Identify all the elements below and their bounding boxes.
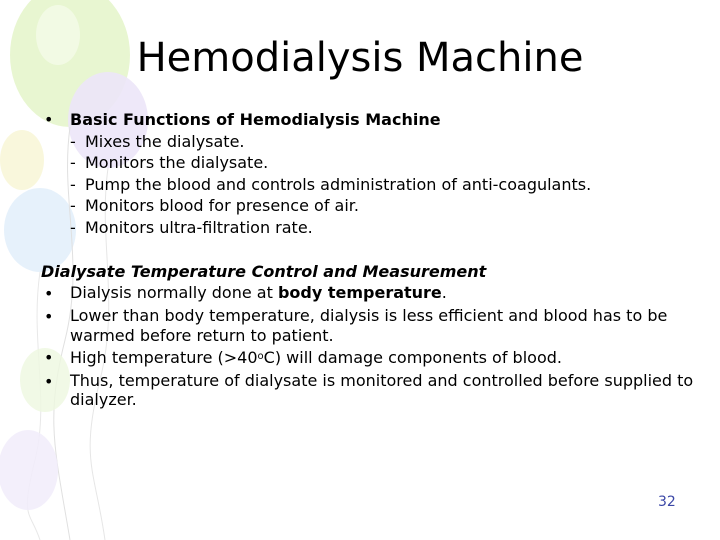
list-item xyxy=(44,306,704,345)
balloon-purple-lower xyxy=(0,430,58,510)
item-text-prefix: Dialysis normally done at xyxy=(70,282,278,302)
page-number: 32 xyxy=(658,494,676,510)
item-text-prefix: High temperature (>40 xyxy=(70,348,258,367)
function-item-text: Pump the blood and controls administration of anti-coagulants. xyxy=(85,174,592,194)
functions-body xyxy=(70,109,704,238)
bullet-icon: • xyxy=(44,348,54,367)
item-text-suffix: C) will damage components of blood. xyxy=(263,348,562,367)
bullet-icon: • xyxy=(44,371,54,391)
slide-title: Hemodialysis Machine xyxy=(136,35,584,81)
dash-icon: - xyxy=(70,174,76,194)
function-item xyxy=(70,131,704,153)
list-item xyxy=(44,283,704,305)
item-text-bold: body temperature xyxy=(277,282,442,302)
function-item-text: Monitors ultra-filtration rate. xyxy=(85,217,313,237)
list-item-text: Thus, temperature of dialysate is monitored and controlled before supplied to dialyzer. xyxy=(70,370,694,409)
list-item xyxy=(44,371,704,410)
functions-heading: Basic Functions of Hemodialysis Machine xyxy=(70,110,441,129)
functions-block xyxy=(44,109,704,238)
slide-content xyxy=(41,109,704,412)
list-item xyxy=(44,347,704,369)
list-item-text xyxy=(70,283,704,305)
dash-icon: - xyxy=(70,153,76,172)
temperature-list xyxy=(44,283,704,410)
dash-icon: - xyxy=(70,131,76,151)
function-item-text: Mixes the dialysate. xyxy=(85,131,245,151)
dash-icon: - xyxy=(70,196,76,215)
function-item-text: Monitors the dialysate. xyxy=(85,153,269,172)
list-item-text xyxy=(70,347,704,369)
function-item xyxy=(70,195,704,217)
degree-symbol: o xyxy=(257,351,264,362)
balloon-yellow xyxy=(0,130,44,190)
function-item xyxy=(70,217,704,239)
function-item xyxy=(70,152,704,174)
bullet-icon: • xyxy=(44,307,54,326)
function-item-text: Monitors blood for presence of air. xyxy=(85,196,359,215)
function-item xyxy=(70,174,704,196)
bullet-icon: • xyxy=(44,110,54,129)
temperature-section xyxy=(41,261,704,410)
temperature-heading: Dialysate Temperature Control and Measurement xyxy=(41,262,487,281)
dash-icon: - xyxy=(70,217,76,237)
list-item-text: Lower than body temperature, dialysis is less efficient and blood has to be warmed before return to patient. xyxy=(70,306,668,345)
bullet-icon: • xyxy=(44,283,54,303)
item-text-suffix: . xyxy=(441,282,447,302)
